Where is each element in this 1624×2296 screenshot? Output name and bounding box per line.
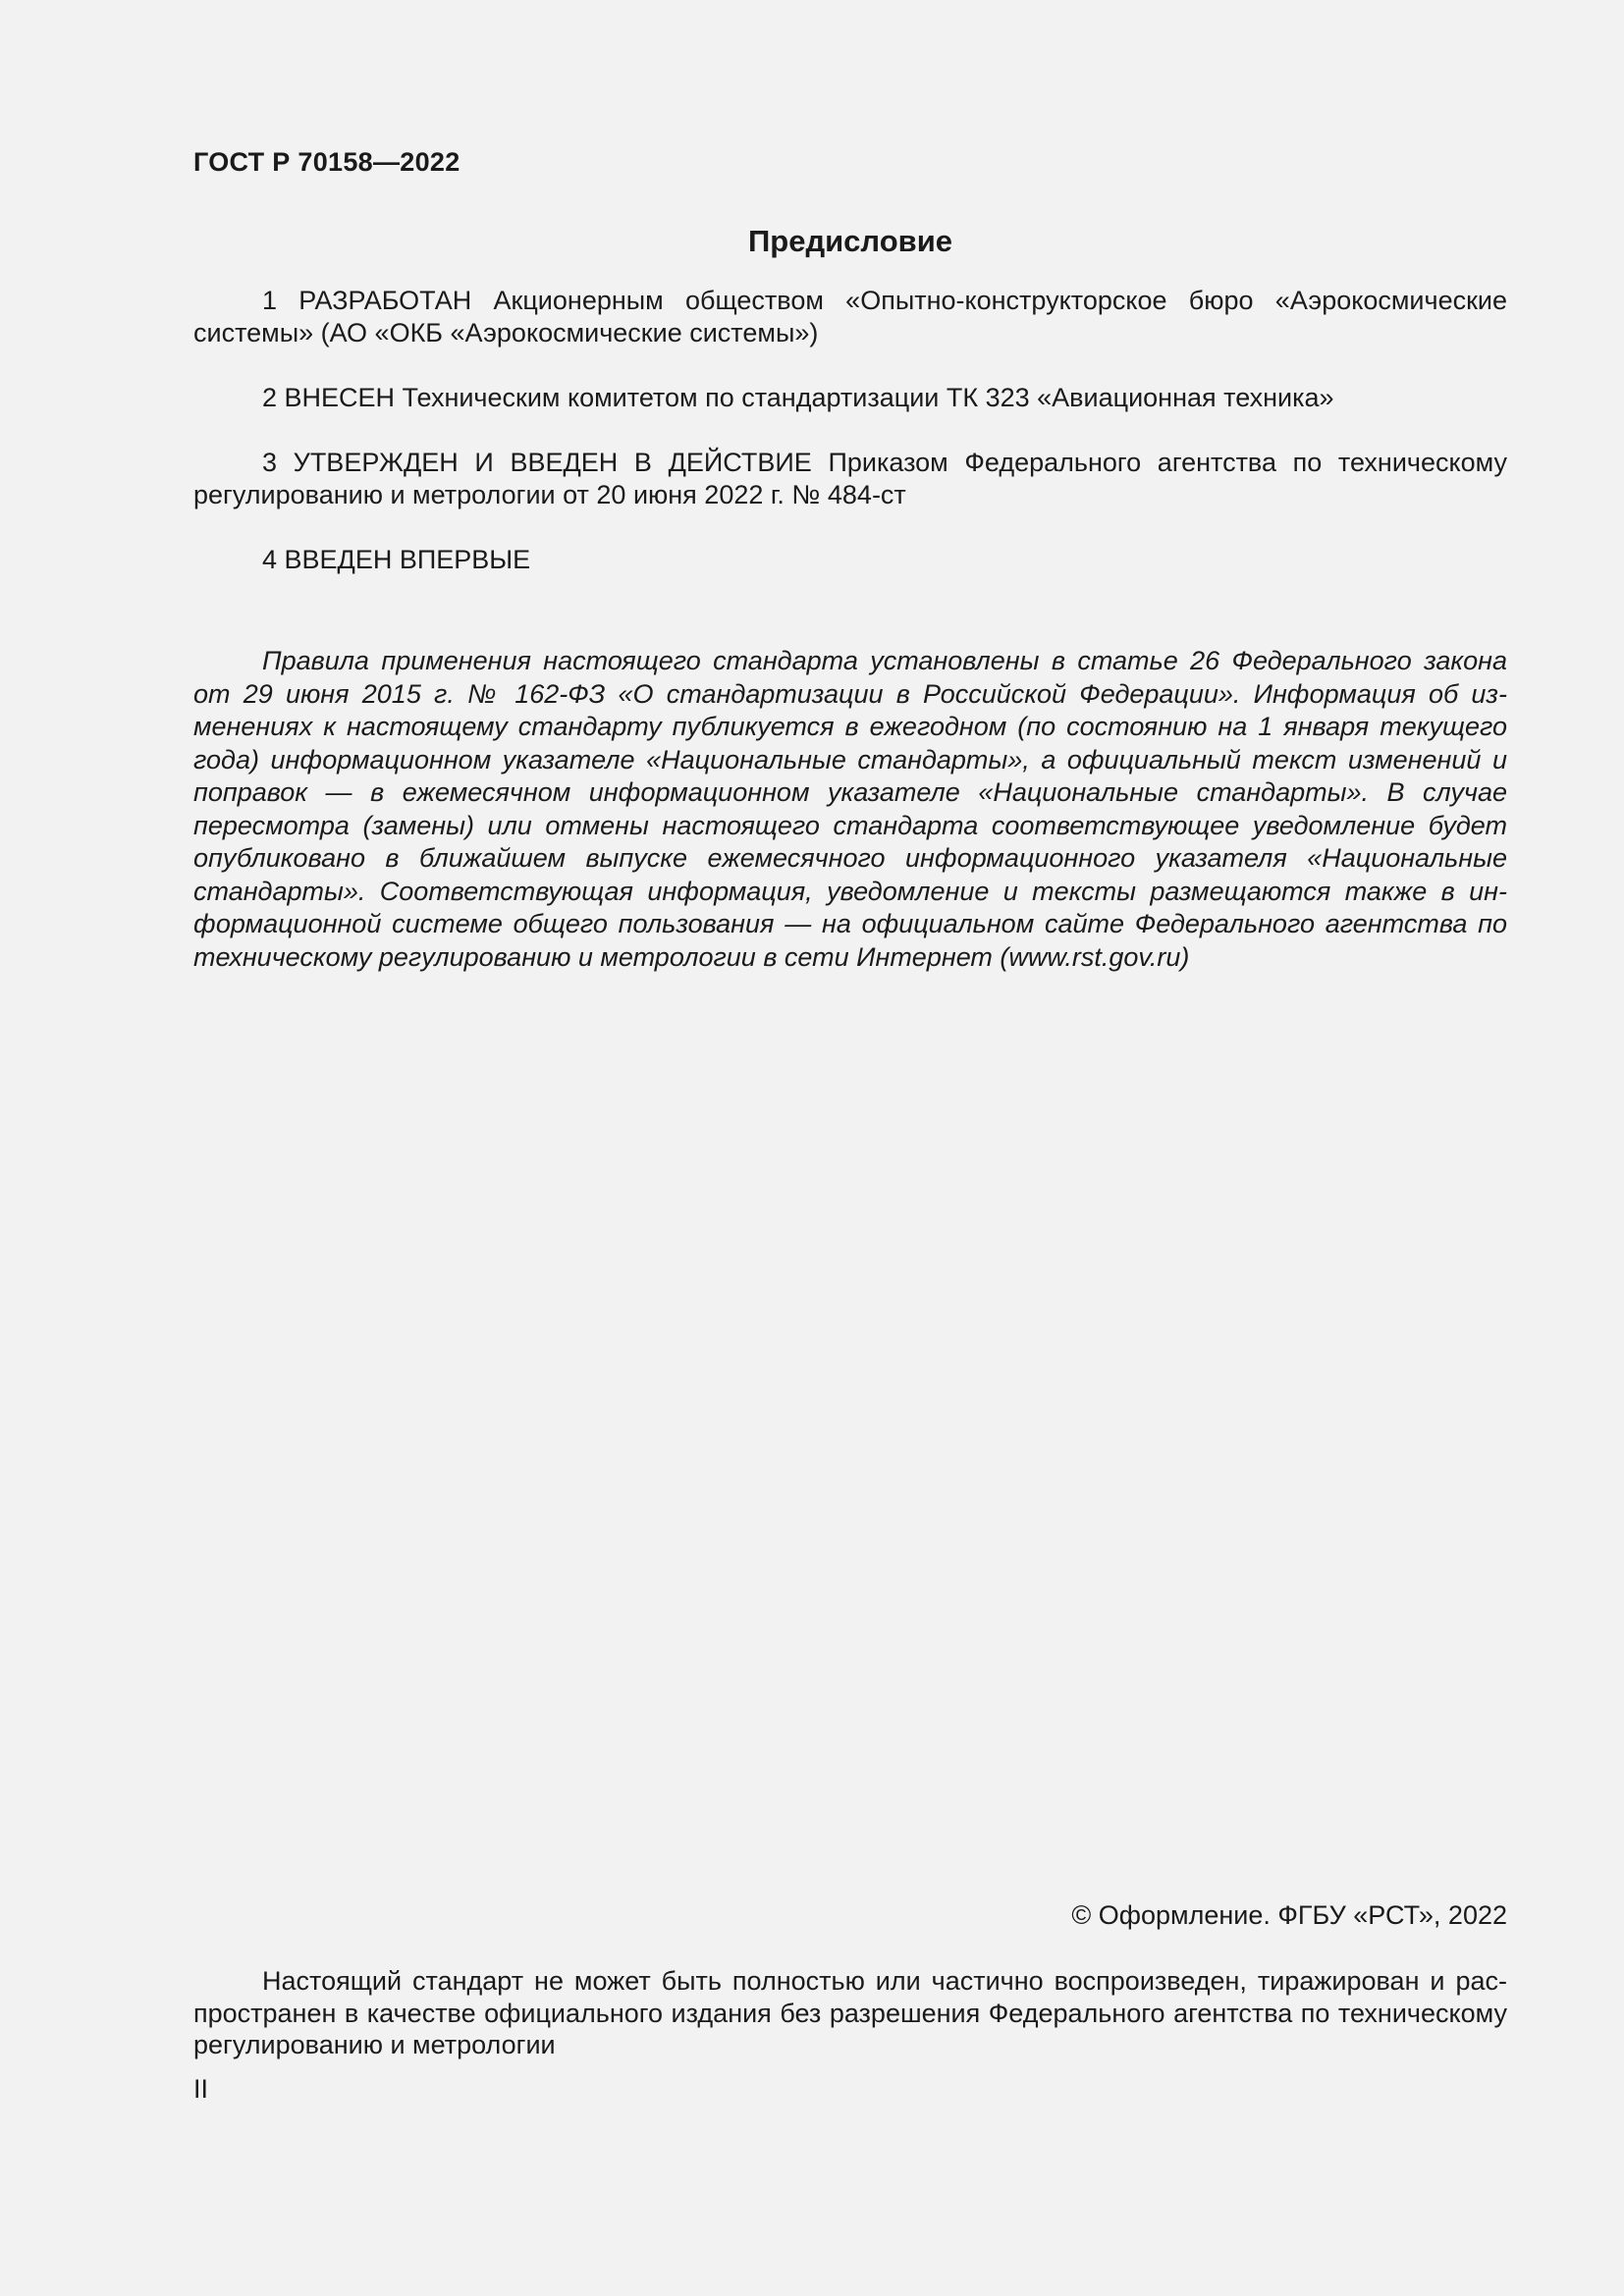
document-code: ГОСТ Р 70158—2022	[193, 147, 460, 177]
copyright-line: © Оформление. ФГБУ «РСТ», 2022	[1071, 1900, 1507, 1930]
preface-item-introduced: 2 ВНЕСЕН Техническим комитетом по стандартизации ТК 323 «Авиационная техника»	[262, 383, 1334, 412]
page-number: II	[193, 2074, 209, 2104]
preface-item-first-introduced: 4 ВВЕДЕН ВПЕРВЫЕ	[262, 545, 531, 574]
preface-items	[193, 285, 1507, 609]
document-page	[193, 0, 1507, 2296]
preface-title: Предисловие	[747, 224, 952, 258]
reproduction-restriction: Настоящий стандарт не может быть полностью или частично воспроизведен, тиражирован и распространен в качестве официального издания без разрешения Федерального агентства по техническому регулированию и метрологии	[193, 1966, 1507, 2059]
application-rules-notice: Правила применения настоящего стандарта установлены в статье 26 Федерального закона от 29 июня 2015 г. № 162-ФЗ «О стандартизации в Российской Федерации». Информация об изменениях к настоящему стандарту публикуется в ежегодном (по состоянию на 1 января текущего года) информационном указателе «Национальные стандарты», а официальный текст изменений и поправок — в ежемесячном информационном указателе «Национальные стандарты». В случае пересмотра (замены) или отмены настоящего стандарта соответствующее уведомление будет опубликовано в ближайшем выпуске ежемесячного информационного указателя «Национальные стандарты». Соответствующая информация, уведомление и тексты размещаются также в информационной системе общего пользования — на официальном сайте Федерального агентства по техническому регулированию и метрологии в сети Интернет (www.rst.gov.ru)	[193, 646, 1507, 972]
preface-item-approved: 3 УТВЕРЖДЕН И ВВЕДЕН В ДЕЙСТВИЕ Приказом Федерального агентства по техническому регулированию и метрологии от 20 июня 2022 г. № 484-ст	[193, 448, 1507, 509]
preface-item-developed: 1 РАЗРАБОТАН Акционерным обществом «Опытно-конструкторское бюро «Аэрокосмические системы» (АО «ОКБ «Аэрокосмические системы»)	[193, 286, 1507, 347]
